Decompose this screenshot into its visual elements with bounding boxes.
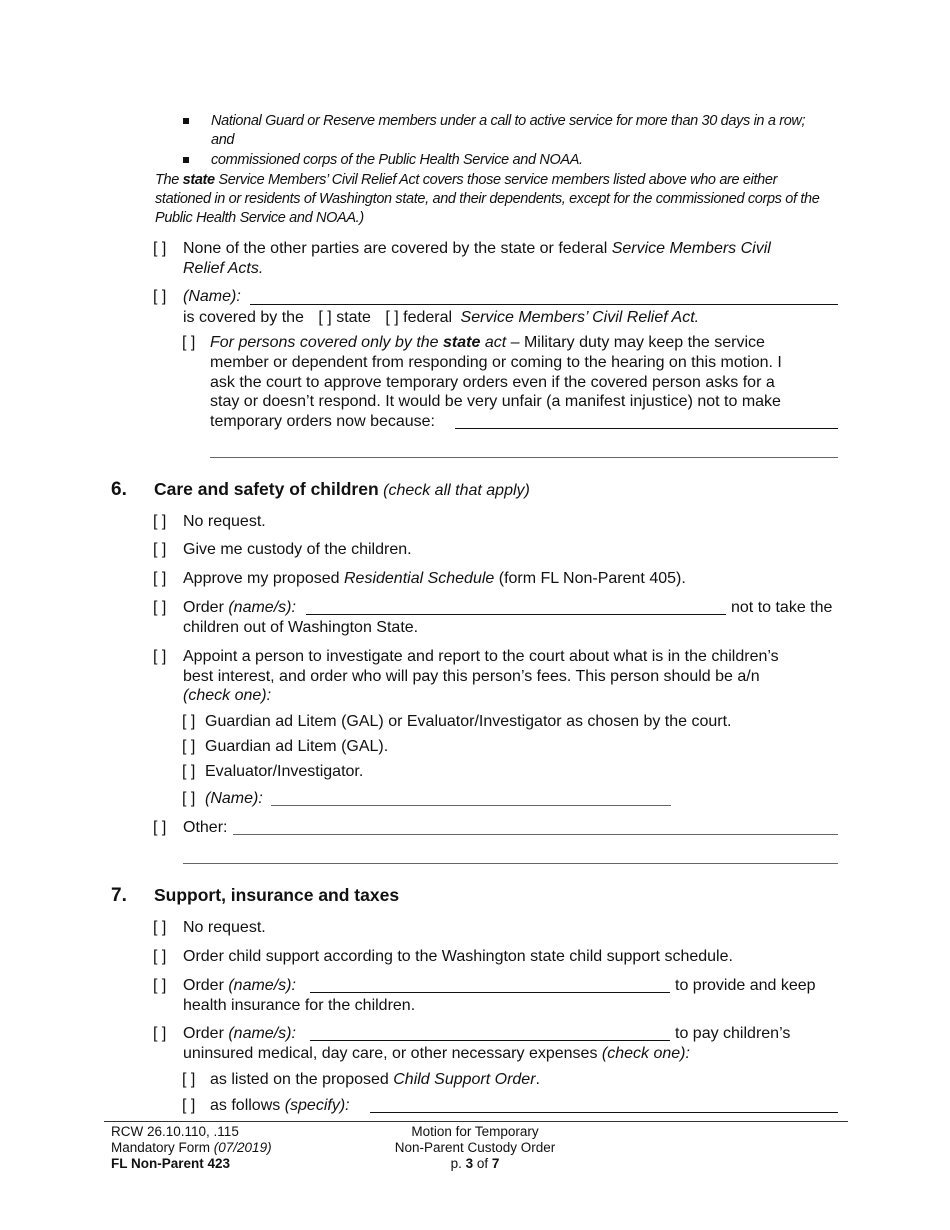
bullet-text: commissioned corps of the Public Health Service and NOAA. xyxy=(211,152,583,168)
bullet-marker xyxy=(183,157,189,163)
label-italic: Service Members Civil xyxy=(611,240,771,257)
bullet-text: National Guard or Reserve members under a call to active service for more than 30 days in a row; xyxy=(211,113,806,129)
text: – Military duty may keep the service xyxy=(506,334,765,351)
footer-center xyxy=(375,1124,575,1172)
checkbox-order-travel[interactable]: [ ] xyxy=(153,599,167,616)
checkbox-none-covered[interactable]: [ ] xyxy=(153,240,167,257)
checkbox-as-follows[interactable]: [ ] xyxy=(182,1097,196,1114)
gal-or-evaluator-label: Guardian ad Litem (GAL) or Evaluator/Investigator as chosen by the court. xyxy=(205,713,732,730)
text: Approve my proposed xyxy=(183,570,344,587)
checkbox-schedule[interactable]: [ ] xyxy=(153,570,167,587)
none-covered-text xyxy=(183,239,771,259)
checkbox-other[interactable]: [ ] xyxy=(153,819,167,836)
state-only-line4: stay or doesn’t respond. It would be very unfair (a manifest injustice) not to make xyxy=(210,393,781,410)
checkbox-state[interactable]: [ ] xyxy=(318,309,332,326)
section-7-title: Support, insurance and taxes xyxy=(154,885,400,905)
footer-doc-title: Motion for Temporary xyxy=(411,1124,539,1139)
bullet-text-cont: and xyxy=(211,132,235,148)
footer-statute: RCW 26.10.110, .115 xyxy=(111,1124,239,1139)
gal-label: Guardian ad Litem (GAL). xyxy=(205,738,389,755)
checkbox-gal[interactable]: [ ] xyxy=(182,738,196,755)
as-follows-label xyxy=(210,1096,350,1116)
checkbox-no-request[interactable]: [ ] xyxy=(153,513,167,530)
other-field[interactable] xyxy=(233,834,838,835)
appoint-line2: best interest, and order who will pay this person’s fees. This person should be a/n xyxy=(183,668,760,685)
italic-text: (check one): xyxy=(601,1045,690,1062)
federal-label: federal xyxy=(403,309,453,326)
checkbox-name-covered[interactable]: [ ] xyxy=(153,288,167,305)
state-only-text xyxy=(210,333,765,353)
footer-doc-title-cont: Non-Parent Custody Order xyxy=(394,1140,556,1155)
checkbox-gal-or-evaluator[interactable]: [ ] xyxy=(182,713,196,730)
page-current: 3 xyxy=(465,1156,474,1171)
note-bold: state xyxy=(182,172,215,188)
expenses-names-field[interactable] xyxy=(310,1040,670,1041)
covered-by-line xyxy=(183,308,699,328)
italic-text: act xyxy=(480,334,507,351)
section-6-heading xyxy=(154,479,530,500)
checkbox-custody[interactable]: [ ] xyxy=(153,541,167,558)
because-field-line2[interactable] xyxy=(210,457,838,458)
checkbox-expenses[interactable]: [ ] xyxy=(153,1025,167,1042)
insurance-suffix: to provide and keep xyxy=(675,977,816,994)
text: Order xyxy=(183,1025,229,1042)
child-support-label: Order child support according to the Washington state child support schedule. xyxy=(183,948,733,965)
state-only-line5: temporary orders now because: xyxy=(210,413,435,430)
sub-name-label: (Name): xyxy=(205,790,263,807)
footer-left xyxy=(111,1124,272,1172)
checkbox-support-no-request[interactable]: [ ] xyxy=(153,919,167,936)
checkbox-sub-name[interactable]: [ ] xyxy=(182,790,196,807)
text: p. xyxy=(450,1156,466,1171)
expenses-suffix: to pay children’s xyxy=(675,1025,791,1042)
support-no-request-label: No request. xyxy=(183,919,266,936)
italic-text: (name/s): xyxy=(228,977,296,994)
checkbox-insurance[interactable]: [ ] xyxy=(153,977,167,994)
section-title: Care and safety of children xyxy=(154,479,379,499)
schedule-label xyxy=(183,569,686,589)
section-7-number: 7. xyxy=(111,885,127,906)
text: . xyxy=(535,1071,540,1088)
state-act-note-line2: stationed in or residents of Washington state, and their dependents, except for the commissioned corps of the xyxy=(155,191,820,207)
checkbox-federal[interactable]: [ ] xyxy=(385,309,399,326)
footer-form-type xyxy=(111,1140,272,1156)
as-follows-field[interactable] xyxy=(370,1112,838,1113)
no-request-label: No request. xyxy=(183,513,266,530)
none-covered-text-cont: Relief Acts. xyxy=(183,260,264,277)
text: Order xyxy=(183,599,229,616)
order-travel-label xyxy=(183,598,296,618)
checkbox-appoint[interactable]: [ ] xyxy=(153,648,167,665)
state-only-line2: member or dependent from responding or coming to the hearing on this motion. I xyxy=(210,354,782,371)
appoint-line1: Appoint a person to investigate and report to the court about what is in the children’s xyxy=(183,648,779,665)
name-label: (Name): xyxy=(183,288,241,305)
covered-by-text: is covered by the xyxy=(183,309,304,326)
italic-text: For persons covered only by the xyxy=(210,334,444,351)
insurance-line2: health insurance for the children. xyxy=(183,997,416,1014)
footer-divider xyxy=(104,1121,848,1122)
other-label: Other: xyxy=(183,819,228,836)
note-text: Service Members’ Civil Relief Act covers those service members listed above who are either xyxy=(214,172,778,188)
state-act-note-line3: Public Health Service and NOAA.) xyxy=(155,210,364,226)
checkbox-evaluator[interactable]: [ ] xyxy=(182,763,196,780)
form-date: (07/2019) xyxy=(213,1140,272,1155)
state-label: state xyxy=(336,309,371,326)
text: Mandatory Form xyxy=(111,1140,214,1155)
footer-page-number xyxy=(375,1156,575,1172)
sub-name-field[interactable] xyxy=(271,805,671,806)
order-travel-names-field[interactable] xyxy=(306,614,726,615)
italic-text: (name/s): xyxy=(228,1025,296,1042)
section-subtitle: (check all that apply) xyxy=(383,482,530,499)
checkbox-listed[interactable]: [ ] xyxy=(182,1071,196,1088)
italic-text: (specify): xyxy=(284,1097,350,1114)
insurance-names-field[interactable] xyxy=(310,992,670,993)
other-field-line2[interactable] xyxy=(183,863,838,864)
footer-form-number: FL Non-Parent 423 xyxy=(111,1156,231,1171)
text: of xyxy=(473,1156,492,1171)
order-travel-line2: children out of Washington State. xyxy=(183,619,419,636)
text: Order xyxy=(183,977,229,994)
because-field[interactable] xyxy=(455,428,838,429)
name-covered-field[interactable] xyxy=(250,304,838,305)
state-only-line3: ask the court to approve temporary orders even if the covered person asks for a xyxy=(210,374,775,391)
evaluator-label: Evaluator/Investigator. xyxy=(205,763,364,780)
italic-text: Child Support Order xyxy=(393,1071,536,1088)
listed-label xyxy=(210,1070,540,1090)
bullet-marker xyxy=(183,118,189,124)
act-name: Service Members’ Civil Relief Act. xyxy=(460,309,700,326)
insurance-label xyxy=(183,976,296,996)
text: as listed on the proposed xyxy=(210,1071,394,1088)
label-text: None of the other parties are covered by the state or federal xyxy=(183,240,612,257)
section-6-number: 6. xyxy=(111,479,127,500)
text: as follows xyxy=(210,1097,285,1114)
italic-text: Residential Schedule xyxy=(343,570,495,587)
checkbox-child-support[interactable]: [ ] xyxy=(153,948,167,965)
text: (form FL Non-Parent 405). xyxy=(494,570,686,587)
appoint-line3: (check one): xyxy=(183,687,272,704)
checkbox-state-only[interactable]: [ ] xyxy=(182,334,196,351)
expenses-line2 xyxy=(183,1044,690,1064)
bold-italic-text: state xyxy=(443,334,481,351)
italic-text: (name/s): xyxy=(228,599,296,616)
expenses-label xyxy=(183,1024,296,1044)
custody-label: Give me custody of the children. xyxy=(183,541,412,558)
text: uninsured medical, day care, or other necessary expenses xyxy=(183,1045,602,1062)
note-text: The xyxy=(155,172,183,188)
state-act-note xyxy=(155,171,777,191)
page-total: 7 xyxy=(491,1156,500,1171)
order-travel-suffix: not to take the xyxy=(731,599,833,616)
